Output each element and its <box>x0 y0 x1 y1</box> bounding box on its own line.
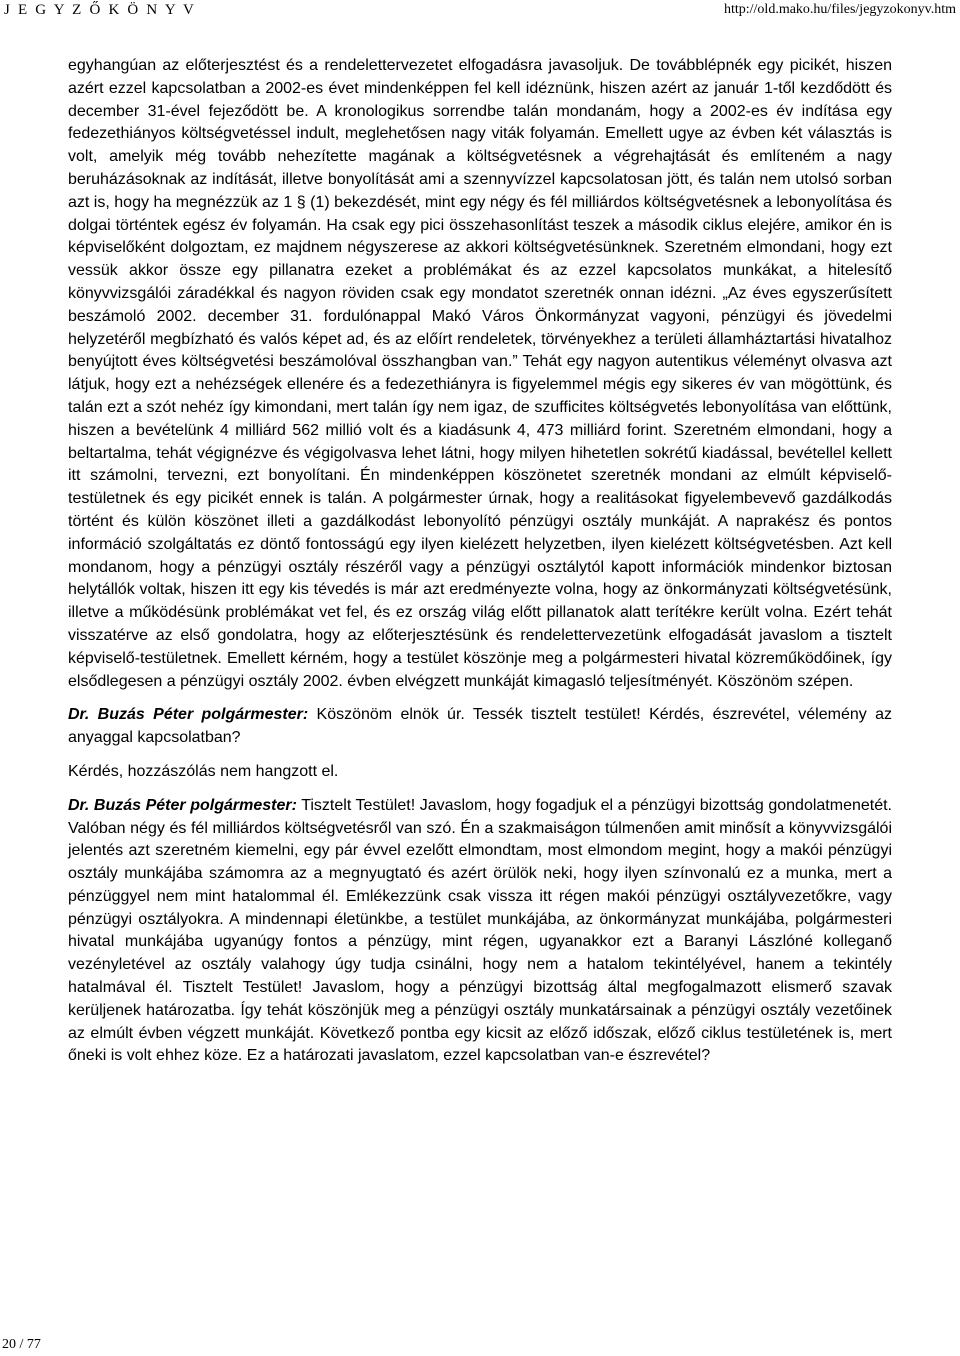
paragraph-mayor-question <box>68 704 892 750</box>
paragraph-mayor-proposal <box>68 795 892 1069</box>
speaker-label: Dr. Buzás Péter polgármester: <box>68 706 309 724</box>
speech-text: Köszönöm elnök úr. Tessék tisztelt testület! Kérdés, észrevétel, vélemény az anyaggal kapcsolatban? <box>68 706 892 747</box>
document-body <box>68 55 892 1068</box>
paragraph-no-comments: Kérdés, hozzászólás nem hangzott el. <box>68 762 339 780</box>
speech-text: Tisztelt Testület! Javaslom, hogy fogadjuk el a pénzügyi bizottság gondolatmenetét. Valóban négy és fél milliárdos költségvetésről van szó. Én a szakmaiságon túlmenően amit minősít a könyvvizsgálói jelentés azt szeretném kiemelni, egy pár évvel ezelőtt elmondtam, most elmondom megint, hogy a makói pénzügyi osztály munkájába számomra az a megnyugtató és azért örülök neki, hogy ilyen színvonalú ez a munka, mert a pénzüggyel nem mint hatalommal él. Emlékezzünk csak vissza itt régen makói pénzügyi osztályvezetőkre, vagy pénzügyi osztályokra. A mindennapi életünkbe, a testület munkájába, az önkormányzat munkájába, polgármesteri hivatal munkájába ugyanúgy fontos a pénzügy, mint régen, ugyanakkor ezt a Baranyi Lászlóné kolleganő vezényletével az osztály valahogy úgy tudja csinálni, hogy nem a hatalom tekintélyével, hanem a tekintély hatalmával él. Tisztelt Testület! Javaslom, hogy a pénzügyi bizottság által megfogalmazott elismerő szavak kerüljenek határozatba. Így tehát köszönjük meg a pénzügyi osztály munkatársainak a pénzügyi osztály vezetőinek az elmúlt évben végzett munkáját. Következő pontba egy kicsit az előző időszak, előző ciklus testületének is, mert őneki is volt ehhez köze. Ez a határozati javaslatom, ezzel kapcsolatban van-e észrevétel? <box>68 796 892 1065</box>
paragraph-committee-speech: egyhangúan az előterjesztést és a rendelettervezetet elfogadásra javasoljuk. De továbblépnék egy picikét, hiszen azért ezzel kapcsolatban a 2002-es évet mindenképpen fel kell idéznünk, hiszen azért az január 1-től kezdődött és december 31-ével fejeződött be. A kronologikus sorrendbe talán mondanám, hogy a 2002-es év indítása egy fedezethiányos költségvetéssel indult, meglehetősen nagy viták folyamán. Emellett ugye az évben két választás is volt, amelyik még tovább nehezítette magának a költségvetésnek a végrehajtását és említeném a nagy beruházásoknak az indítását, illetve bonyolítását ami a szennyvízzel kapcsolatosan jött, és talán nem utolsó sorban azt is, hogy ha megnézzük az 1 § (1) bekezdését, mint egy négy és fél milliárdos költségvetésnek a lebonyolítása és dolgai történtek egész év folyamán. Ha csak egy pici összehasonlítást teszek a második ciklus elejére, amikor én is képviselőként dolgoztam, ez majdnem négyszerese az akkori költségvetésünknek. Szeretném elmondani, hogy ezt vessük akkor össze egy pillanatra ezeket a problémákat és az ezzel kapcsolatos munkákat, a hitelesítő könyvvizsgálói záradékkal és nagyon röviden csak egy mondatot szeretnék onnan idézni. „Az éves egyszerűsített beszámoló 2002. december 31. fordulónappal Makó Város Önkormányzat vagyoni, pénzügyi és jövedelmi helyzetéről megbízható és valós képet ad, és az előírt rendeletek, törvényekhez a területi államháztartási hivatalhoz benyújtott éves költségvetési beszámolóval összhangban van.” Tehát egy nagyon autentikus véleményt olvasva azt látjuk, hogy ezt a nehézségek ellenére és a fedezethiányra is figyelemmel mégis egy sikeres év van mögöttünk, és talán ezt a szót nehéz így kimondani, mert talán így nem igaz, de szufficites költségvetés lebonyolítása van előttünk, hiszen a bevételünk 4 milliárd 562 millió volt és a kiadásunk 4, 473 milliárd forint. Szeretném elmondani, hogy a beltartalma, tehát végignézve és végigolvasva lehet látni, hogy milyen hihetetlen sokrétű kiadással, bevétellel kellett itt számolni, tervezni, ezt bonyolítani. Én mindenképpen köszönetet szeretnék mondani az elmúlt képviselő-testületnek és egy picikét ennek is talán. A polgármester úrnak, hogy a realitásokat figyelembevevő gazdálkodás történt és külön köszönet illeti a gazdálkodást lebonyolító pénzügyi osztály munkáját. A naprakész és pontos információ szolgáltatás ez döntő fontosságú egy ilyen kielézett helyzetben, ilyen kielézett költségvetésben. Azt kell mondanom, hogy a pénzügyi osztály részéről vagy a pénzügyi osztálytól kapott információk mindenkor biztosan helytállók voltak, hiszen itt egy kis tévedés is már azt eredményezte volna, hogy az önkormányzati költségvetésünk, illetve a működésünk problémákat vet fel, és ez ország világ előtt pillanatok alatt terítékre került volna. Ezért tehát visszatérve az első gondolatra, hogy az előterjesztésünk és rendelettervezetünk elfogadását javaslom a tisztelt képviselő-testületnek. Emellett kérném, hogy a testület köszönje meg a polgármesteri hivatal közreműködőinek, így elsődlegesen a pénzügyi osztály 2002. évben elvégzett munkáját kimagasló teljesítményét. Köszönöm szépen. <box>68 57 892 690</box>
page-number: 20 / 77 <box>2 1337 41 1352</box>
speaker-label: Dr. Buzás Péter polgármester: <box>68 796 297 814</box>
document-source-url: http://old.mako.hu/files/jegyzokonyv.htm <box>723 2 956 17</box>
document-header-title: J E G Y Z Ő K Ö N Y V <box>4 2 197 18</box>
